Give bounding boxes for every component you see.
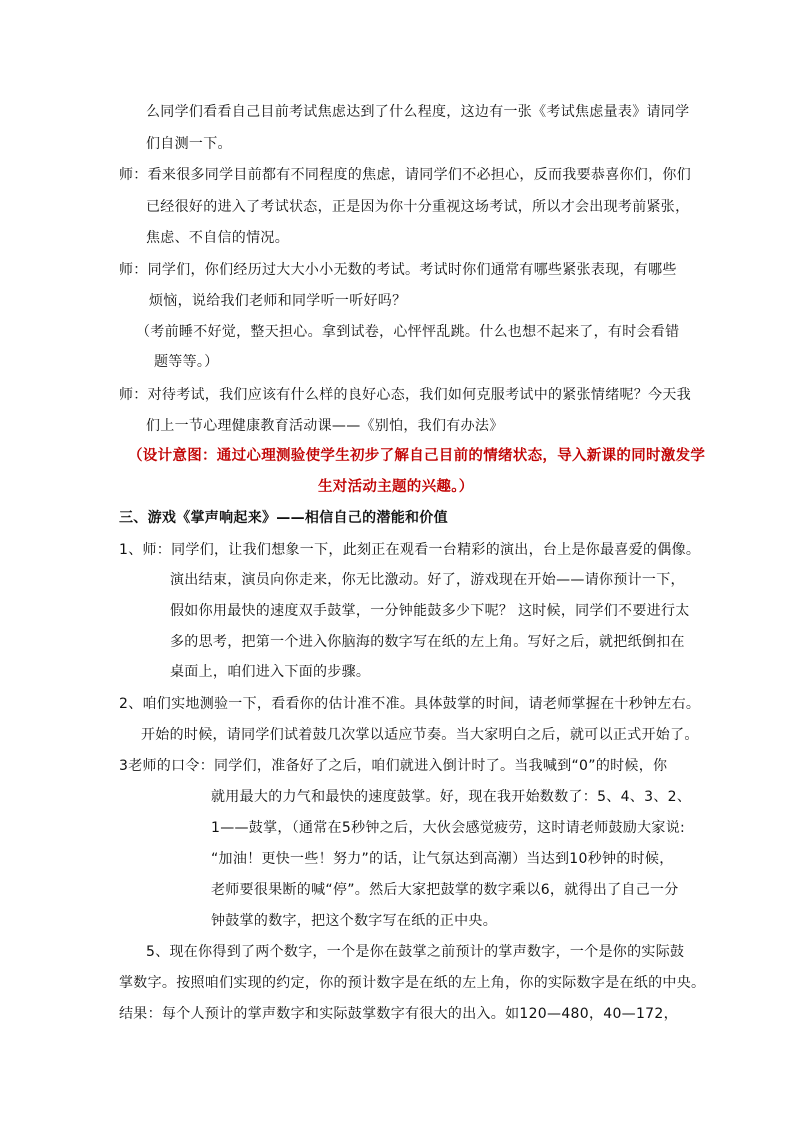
- text-line: 么同学们看看自己目前考试焦虑达到了什么程度，这边有一张《考试焦虑量表》请同学: [146, 104, 690, 120]
- text-line: 多的思考，把第一个进入你脑海的数字写在纸的左上角。写好之后，就把纸倒扣在: [170, 634, 685, 650]
- design-intent-note: （设计意图：通过心理测验使学生初步了解自己目前的情绪状态，导入新课的同时激发学: [128, 448, 706, 464]
- text-line: 1、师：同学们，让我们想象一下，此刻正在观看一台精彩的演出，台上是你最喜爱的偶像。: [119, 542, 701, 558]
- text-line: 钟鼓掌的数字，把这个数字写在纸的正中央。: [211, 913, 497, 929]
- text-line: 桌面上，咱们进入下面的步骤。: [170, 664, 371, 680]
- text-line: 师：同学们，你们经历过大大小小无数的考试。考试时你们通常有哪些紧张表现，有哪些: [119, 262, 677, 278]
- text-line: 结果：每个人预计的掌声数字和实际鼓掌数字有很大的出入。如120—480，40—172，: [119, 1006, 678, 1022]
- text-line: 们上一节心理健康教育活动课——《别怕，我们有办法》: [146, 418, 504, 434]
- text-line: 题等等。）: [154, 354, 219, 370]
- text-line: 师：对待考试，我们应该有什么样的良好心态，我们如何克服考试中的紧张情绪呢？今天我: [119, 387, 691, 403]
- text-line: 掌数字。按照咱们实现的约定，你的预计数字是在纸的左上角，你的实际数字是在纸的中央。: [119, 975, 706, 991]
- text-line: 1——鼓掌，（通常在5秒钟之后，大伙会感觉疲劳，这时请老师鼓励大家说:: [211, 820, 686, 836]
- text-line: 焦虑、不自信的情况。: [146, 230, 289, 246]
- section-heading: 三、游戏《掌声响起来》——相信自己的潜能和价值: [119, 510, 448, 526]
- text-line: 演出结束，演员向你走来，你无比激动。好了，游戏现在开始——请你预计一下，: [170, 572, 685, 588]
- text-line: 烦恼，说给我们老师和同学听一听好吗？: [149, 293, 407, 309]
- text-line: 2、咱们实地测验一下，看看你的估计准不准。具体鼓掌的时间，请老师掌握在十秒钟左右。: [119, 696, 701, 712]
- text-line: （考前睡不好觉，整天担心。拿到试卷，心怦怦乱跳。什么也想不起来了，有时会看错: [136, 324, 680, 340]
- design-intent-note: 生对活动主题的兴趣。）: [318, 479, 474, 495]
- text-line: 就用最大的力气和最快的速度鼓掌。好，现在我开始数数了：5、4、3、2、: [211, 789, 692, 805]
- text-line: “加油！更快一些！努力”的话，让气氛达到高潮）当达到10秒钟的时候，: [211, 851, 674, 867]
- text-line: 已经很好的进入了考试状态，正是因为你十分重视这场考试，所以才会出现考前紧张，: [146, 199, 690, 215]
- text-line: 老师要很果断的喊“停”。然后大家把鼓掌的数字乘以6，就得出了自己一分: [211, 882, 679, 898]
- text-line: 开始的时候，请同学们试着鼓几次掌以适应节奏。当大家明白之后，就可以正式开始了。: [141, 727, 699, 743]
- text-line: 们自测一下。: [146, 136, 232, 152]
- text-line: 假如你用最快的速度双手鼓掌，一分钟能鼓多少下呢？ 这时候，同学们不要进行太: [170, 603, 690, 619]
- text-line: 5、现在你得到了两个数字，一个是你在鼓掌之前预计的掌声数字，一个是你的实际鼓: [146, 944, 685, 960]
- text-line: 师：看来很多同学目前都有不同程度的焦虑，请同学们不必担心，反而我要恭喜你们，你们: [119, 167, 691, 183]
- text-line: 3老师的口令：同学们，准备好了之后，咱们就进入倒计时了。当我喊到“0”的时候，你: [119, 758, 668, 774]
